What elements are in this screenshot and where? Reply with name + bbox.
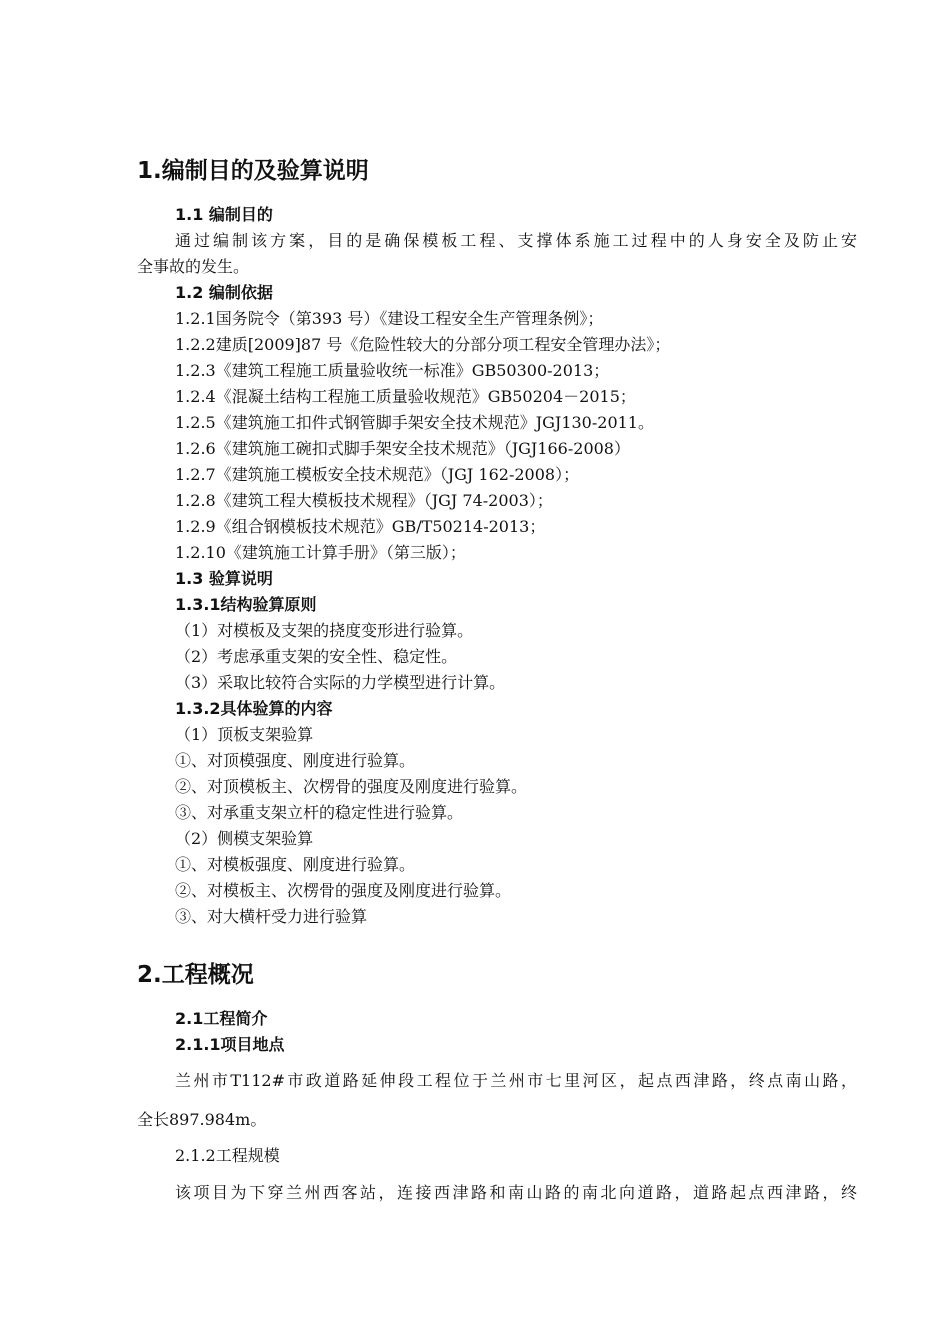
list-item: ①、对模板强度、刚度进行验算。	[175, 855, 416, 874]
heading-1-1: 1.1 编制目的	[175, 205, 273, 224]
list-item: （1）顶板支架验算	[175, 725, 314, 744]
reference-item: 1.2.8《建筑工程大模板技术规程》（JGJ 74-2003）；	[175, 491, 553, 510]
list-item: ②、对顶模板主、次楞骨的强度及刚度进行验算。	[175, 777, 528, 796]
heading-1-3-1: 1.3.1结构验算原则	[175, 595, 317, 614]
reference-item: 1.2.1国务院令（第393 号）《建设工程安全生产管理条例》；	[175, 309, 604, 328]
paragraph-1-1-line-1: 通过编制该方案，目的是确保模板工程、支撑体系施工过程中的人身安全及防止安	[175, 231, 857, 250]
reference-item: 1.2.6《建筑施工碗扣式脚手架安全技术规范》（JGJ166-2008）	[175, 439, 630, 458]
list-item: （2）考虑承重支架的安全性、稳定性。	[175, 647, 458, 666]
reference-item: 1.2.3《建筑工程施工质量验收统一标准》GB50300-2013；	[175, 361, 610, 380]
heading-2-1-1: 2.1.1项目地点	[175, 1035, 285, 1054]
reference-item: 1.2.5《建筑施工扣件式钢管脚手架安全技术规范》JGJ130-2011。	[175, 413, 654, 432]
list-item: （3）采取比较符合实际的力学模型进行计算。	[175, 673, 506, 692]
section-1-title: 1.编制目的及验算说明	[137, 158, 369, 184]
reference-item: 1.2.9《组合钢模板技术规范》GB/T50214-2013；	[175, 517, 546, 536]
section-2-title: 2.工程概况	[137, 962, 254, 988]
list-item: （2）侧模支架验算	[175, 829, 314, 848]
paragraph-2-1-2-line-1: 该项目为下穿兰州西客站，连接西津路和南山路的南北向道路，道路起点西津路，终	[175, 1183, 857, 1202]
paragraph-2-1-1-line-2: 全长897.984m。	[137, 1110, 267, 1129]
paragraph-2-1-1-line-1: 兰州市T112#市政道路延伸段工程位于兰州市七里河区，起点西津路，终点南山路，	[175, 1071, 857, 1090]
reference-item: 1.2.2建质[2009]87 号《危险性较大的分部分项工程安全管理办法》；	[175, 335, 671, 354]
list-item: ③、对大横杆受力进行验算	[175, 907, 368, 926]
paragraph-1-1-line-2: 全事故的发生。	[137, 257, 250, 276]
list-item: （1）对模板及支架的挠度变形进行验算。	[175, 621, 474, 640]
reference-item: 1.2.10《建筑施工计算手册》（第三版）；	[175, 543, 466, 562]
heading-1-2: 1.2 编制依据	[175, 283, 273, 302]
heading-1-3: 1.3 验算说明	[175, 569, 273, 588]
reference-item: 1.2.7《建筑施工模板安全技术规范》（JGJ 162-2008）；	[175, 465, 580, 484]
list-item: ③、对承重支架立杆的稳定性进行验算。	[175, 803, 464, 822]
list-item: ②、对模板主、次楞骨的强度及刚度进行验算。	[175, 881, 512, 900]
heading-2-1-2: 2.1.2工程规模	[175, 1146, 280, 1165]
reference-item: 1.2.4《混凝土结构工程施工质量验收规范》GB50204－2015；	[175, 387, 636, 406]
list-item: ①、对顶模强度、刚度进行验算。	[175, 751, 416, 770]
heading-1-3-2: 1.3.2具体验算的内容	[175, 699, 333, 718]
heading-2-1: 2.1工程简介	[175, 1009, 268, 1028]
